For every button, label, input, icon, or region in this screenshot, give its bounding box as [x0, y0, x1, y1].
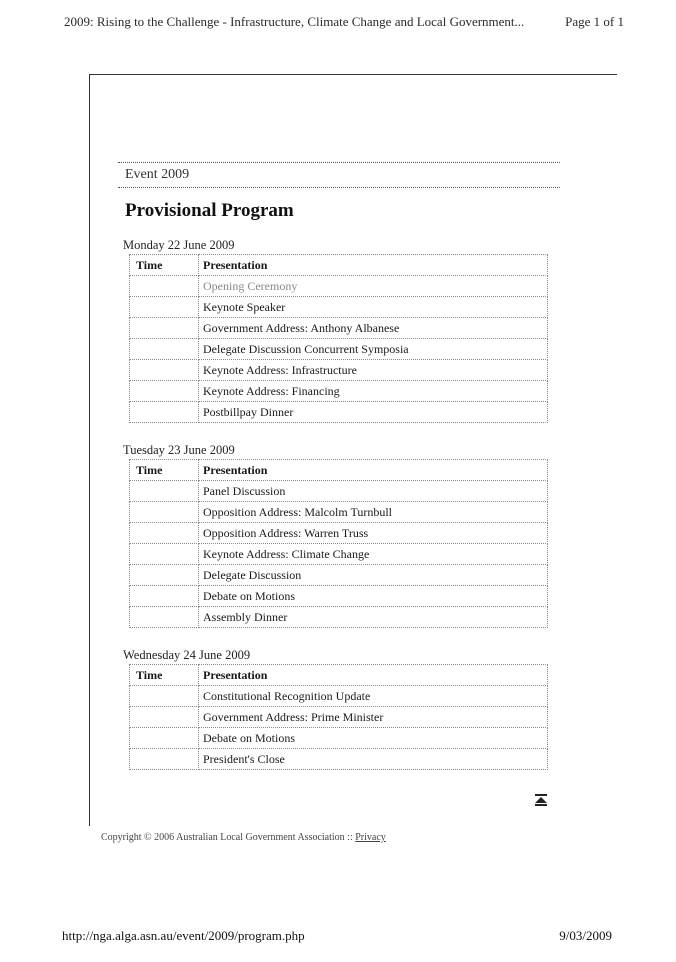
- presentation-cell: Delegate Discussion: [199, 565, 548, 586]
- table-row: [130, 381, 548, 402]
- program-table-tuesday: [129, 459, 548, 628]
- table-header-row: [130, 460, 548, 481]
- table-row: [130, 297, 548, 318]
- print-header-page: Page 1 of 1: [565, 14, 624, 29]
- back-to-top-icon[interactable]: [535, 794, 547, 808]
- presentation-cell: Opening Ceremony: [199, 276, 548, 297]
- time-cell: [130, 502, 199, 523]
- time-cell: [130, 402, 199, 423]
- day-heading-monday: Monday 22 June 2009: [123, 238, 235, 252]
- table-row: [130, 749, 548, 770]
- table-row: [130, 360, 548, 381]
- time-cell: [130, 686, 199, 707]
- time-column-header: Time: [130, 665, 199, 686]
- presentation-cell: Keynote Address: Climate Change: [199, 544, 548, 565]
- time-column-header: Time: [130, 255, 199, 276]
- time-cell: [130, 339, 199, 360]
- presentation-column-header: Presentation: [199, 460, 548, 481]
- time-cell: [130, 607, 199, 628]
- table-header-row: [130, 665, 548, 686]
- time-cell: [130, 381, 199, 402]
- print-footer-date: 9/03/2009: [559, 928, 612, 943]
- page-title: Provisional Program: [125, 200, 294, 221]
- day-heading-tuesday: Tuesday 23 June 2009: [123, 443, 235, 457]
- table-row: [130, 339, 548, 360]
- presentation-cell: Debate on Motions: [199, 728, 548, 749]
- table-row: [130, 544, 548, 565]
- presentation-column-header: Presentation: [199, 665, 548, 686]
- time-cell: [130, 544, 199, 565]
- presentation-cell: Opposition Address: Warren Truss: [199, 523, 548, 544]
- time-cell: [130, 565, 199, 586]
- time-cell: [130, 749, 199, 770]
- presentation-cell: Debate on Motions: [199, 586, 548, 607]
- time-cell: [130, 728, 199, 749]
- table-row: [130, 502, 548, 523]
- presentation-cell: Keynote Address: Infrastructure: [199, 360, 548, 381]
- table-header-row: [130, 255, 548, 276]
- back-to-top-arrow-icon: [535, 794, 547, 806]
- table-row: [130, 318, 548, 339]
- table-row: [130, 707, 548, 728]
- table-row: [130, 686, 548, 707]
- privacy-link[interactable]: Privacy: [355, 832, 386, 843]
- day-heading-wednesday: Wednesday 24 June 2009: [123, 648, 251, 662]
- presentation-cell: Opposition Address: Malcolm Turnbull: [199, 502, 548, 523]
- program-table-monday: [129, 254, 548, 423]
- presentation-cell: President's Close: [199, 749, 548, 770]
- table-row: [130, 402, 548, 423]
- table-row: [130, 728, 548, 749]
- time-cell: [130, 707, 199, 728]
- presentation-cell: Delegate Discussion Concurrent Symposia: [199, 339, 548, 360]
- time-cell: [130, 586, 199, 607]
- print-header: [64, 14, 624, 30]
- table-row: [130, 565, 548, 586]
- presentation-cell: Assembly Dinner: [199, 607, 548, 628]
- time-cell: [130, 276, 199, 297]
- time-cell: [130, 318, 199, 339]
- time-cell: [130, 523, 199, 544]
- print-header-title: 2009: Rising to the Challenge - Infrastructure, Climate Change and Local Government...: [64, 14, 525, 29]
- time-column-header: Time: [130, 460, 199, 481]
- presentation-cell: Keynote Speaker: [199, 297, 548, 318]
- presentation-cell: Keynote Address: Financing: [199, 381, 548, 402]
- program-table-wednesday: [129, 664, 548, 770]
- section-bar: [118, 162, 560, 188]
- time-cell: [130, 297, 199, 318]
- page-frame-top-rule: [89, 74, 617, 75]
- page-frame-left-rule: [89, 74, 90, 826]
- presentation-column-header: Presentation: [199, 255, 548, 276]
- presentation-cell: Government Address: Prime Minister: [199, 707, 548, 728]
- time-cell: [130, 360, 199, 381]
- table-row: [130, 607, 548, 628]
- table-row: [130, 276, 548, 297]
- print-footer-url: http://nga.alga.asn.au/event/2009/program.php: [62, 928, 305, 943]
- time-cell: [130, 481, 199, 502]
- presentation-cell: Panel Discussion: [199, 481, 548, 502]
- table-row: [130, 481, 548, 502]
- presentation-cell: Postbillpay Dinner: [199, 402, 548, 423]
- table-row: [130, 523, 548, 544]
- section-label: Event 2009: [125, 167, 190, 182]
- presentation-cell: Government Address: Anthony Albanese: [199, 318, 548, 339]
- table-row: [130, 586, 548, 607]
- copyright-text: Copyright © 2006 Australian Local Government Association ::: [101, 832, 353, 843]
- presentation-cell: Constitutional Recognition Update: [199, 686, 548, 707]
- copyright-footer: [101, 832, 386, 843]
